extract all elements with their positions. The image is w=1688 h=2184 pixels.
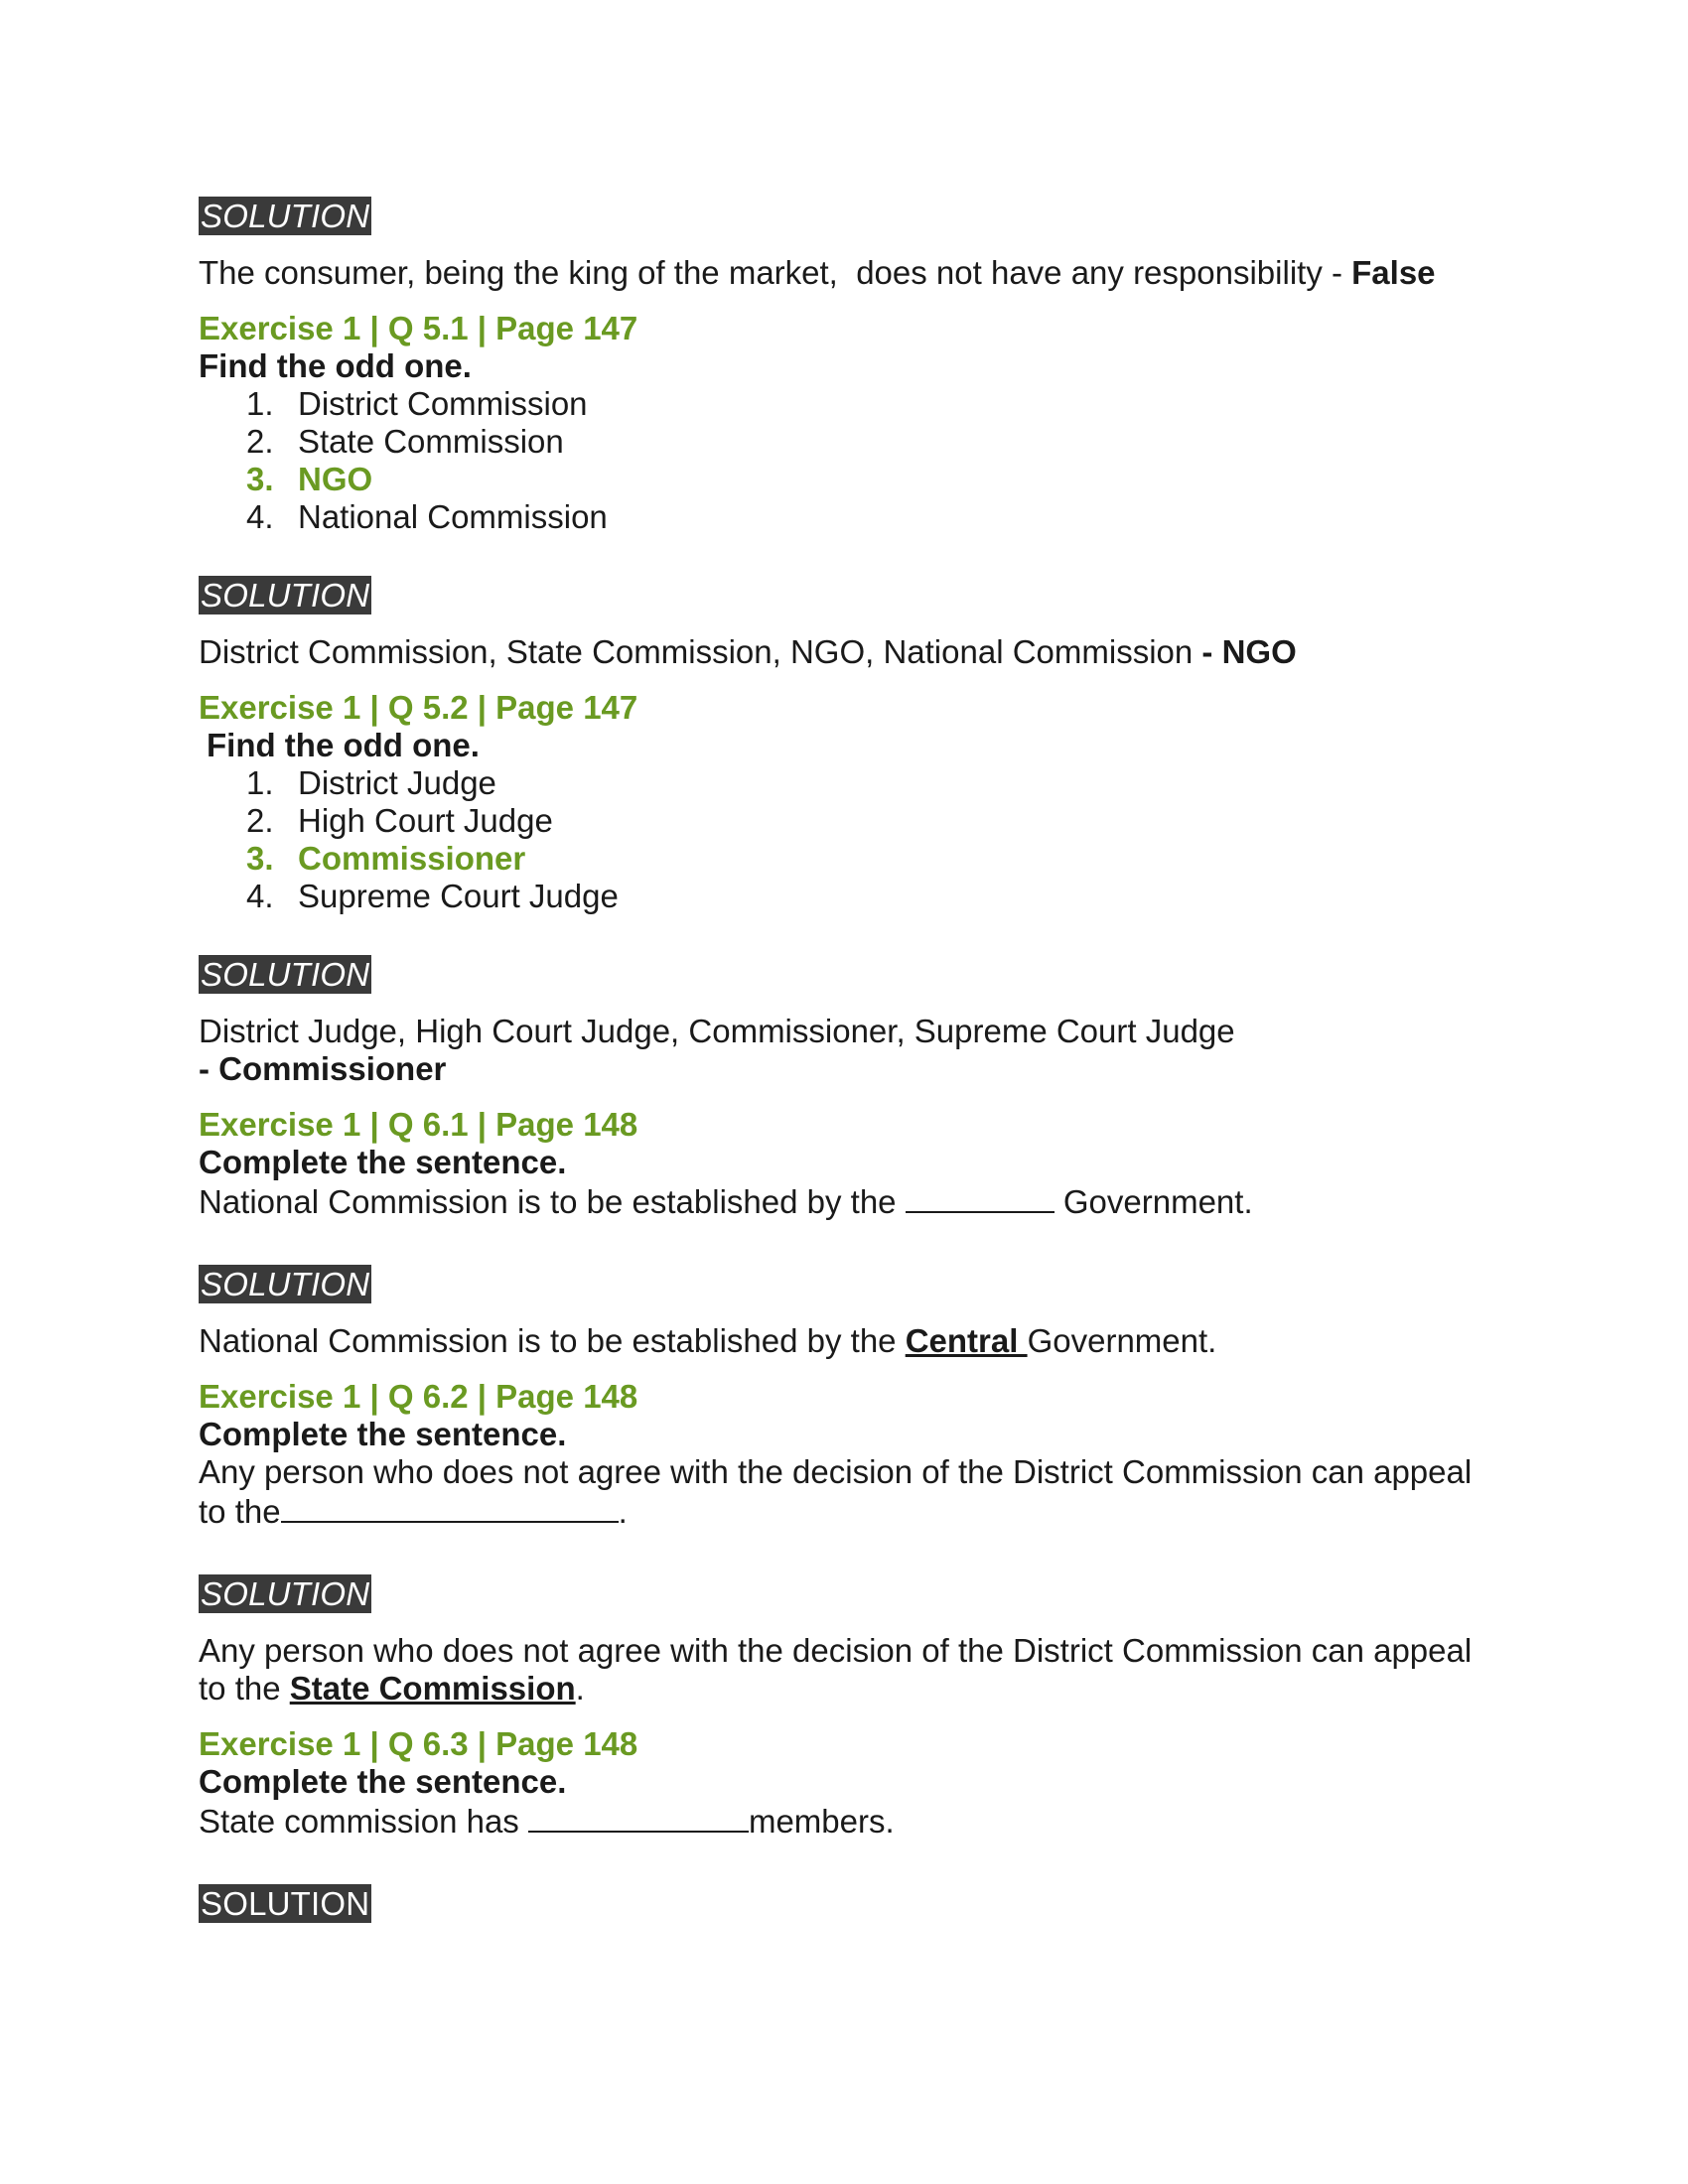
question-prompt: Find the odd one. <box>207 727 480 763</box>
option-text: District Judge <box>298 764 496 801</box>
solution-badge: SOLUTION <box>201 1885 370 1922</box>
solution-answer: False <box>1351 254 1436 291</box>
sentence-start: to the <box>199 1670 290 1706</box>
option-item <box>246 385 1509 423</box>
option-number: 3. <box>246 461 274 497</box>
solution-badge: SOLUTION <box>201 956 370 993</box>
solution-header <box>199 197 1509 240</box>
sentence-end: members. <box>748 1803 895 1840</box>
solution-badge: SOLUTION <box>201 198 370 234</box>
solution-statement: District Judge, High Court Judge, Commissioner, Supreme Court Judge <box>199 1013 1235 1049</box>
option-text: National Commission <box>298 498 608 535</box>
question-prompt: Find the odd one. <box>199 347 472 384</box>
option-item <box>246 878 1509 915</box>
question-prompt: Complete the sentence. <box>199 1144 567 1180</box>
option-text: State Commission <box>298 423 564 460</box>
question-prompt: Complete the sentence. <box>199 1416 567 1452</box>
option-text: Supreme Court Judge <box>298 878 619 914</box>
option-number: 1. <box>246 385 274 422</box>
question-sentence <box>199 1801 1509 1841</box>
solution-header <box>199 1574 1509 1618</box>
solution-header <box>199 1265 1509 1308</box>
option-item <box>246 498 1509 536</box>
sentence-start: National Commission is to be established by the <box>199 1322 906 1359</box>
solution-header <box>199 1884 1509 1928</box>
option-item-correct <box>246 461 1509 498</box>
exercise-title: Exercise 1 | Q 5.2 | Page 147 <box>199 689 638 726</box>
solution-badge: SOLUTION <box>201 577 370 614</box>
question-sentence-line1: Any person who does not agree with the decision of the District Commission can appeal <box>199 1453 1473 1490</box>
solution-header <box>199 955 1509 999</box>
fill-blank <box>281 1491 619 1523</box>
question-prompt: Complete the sentence. <box>199 1763 567 1800</box>
document-page <box>199 197 1509 1942</box>
option-item <box>246 802 1509 840</box>
solution-badge: SOLUTION <box>201 1266 370 1302</box>
exercise-title: Exercise 1 | Q 5.1 | Page 147 <box>199 310 638 346</box>
solution-line1: Any person who does not agree with the decision of the District Commission can appeal <box>199 1632 1473 1669</box>
solution-line2 <box>199 1670 1509 1707</box>
option-number: 3. <box>246 840 274 877</box>
question-sentence-line2 <box>199 1491 1509 1531</box>
fill-blank <box>528 1801 749 1833</box>
option-text: NGO <box>298 461 373 497</box>
option-number: 4. <box>246 878 274 914</box>
solution-statement: The consumer, being the king of the market, does not have any responsibility - <box>199 254 1352 291</box>
option-text: High Court Judge <box>298 802 553 839</box>
exercise-title: Exercise 1 | Q 6.3 | Page 148 <box>199 1725 638 1762</box>
fill-blank <box>906 1181 1055 1213</box>
option-number: 4. <box>246 498 274 535</box>
question-sentence <box>199 1181 1509 1221</box>
solution-badge: SOLUTION <box>201 1575 370 1612</box>
sentence-start: to the <box>199 1493 281 1530</box>
solution-answer: - NGO <box>1201 633 1297 670</box>
option-text: District Commission <box>298 385 588 422</box>
solution-answer: - Commissioner <box>199 1050 447 1087</box>
option-number: 2. <box>246 802 274 839</box>
option-item-correct <box>246 840 1509 878</box>
sentence-start: National Commission is to be established by the <box>199 1183 906 1220</box>
solution-text <box>199 633 1509 671</box>
option-text: Commissioner <box>298 840 526 877</box>
option-item <box>246 764 1509 802</box>
solution-answer: State Commission <box>289 1670 576 1706</box>
sentence-end: . <box>575 1670 585 1706</box>
solution-statement: District Commission, State Commission, NGO, National Commission <box>199 633 1202 670</box>
option-number: 1. <box>246 764 274 801</box>
solution-text <box>199 254 1509 292</box>
sentence-end: Government. <box>1027 1322 1217 1359</box>
solution-text <box>199 1322 1509 1360</box>
sentence-start: State commission has <box>199 1803 528 1840</box>
solution-header <box>199 576 1509 619</box>
solution-answer: Central <box>905 1322 1028 1359</box>
option-list <box>199 764 1509 915</box>
sentence-end: Government. <box>1054 1183 1253 1220</box>
option-list <box>199 385 1509 536</box>
option-number: 2. <box>246 423 274 460</box>
option-item <box>246 423 1509 461</box>
sentence-end: . <box>618 1493 628 1530</box>
exercise-title: Exercise 1 | Q 6.1 | Page 148 <box>199 1106 638 1143</box>
exercise-title: Exercise 1 | Q 6.2 | Page 148 <box>199 1378 638 1415</box>
